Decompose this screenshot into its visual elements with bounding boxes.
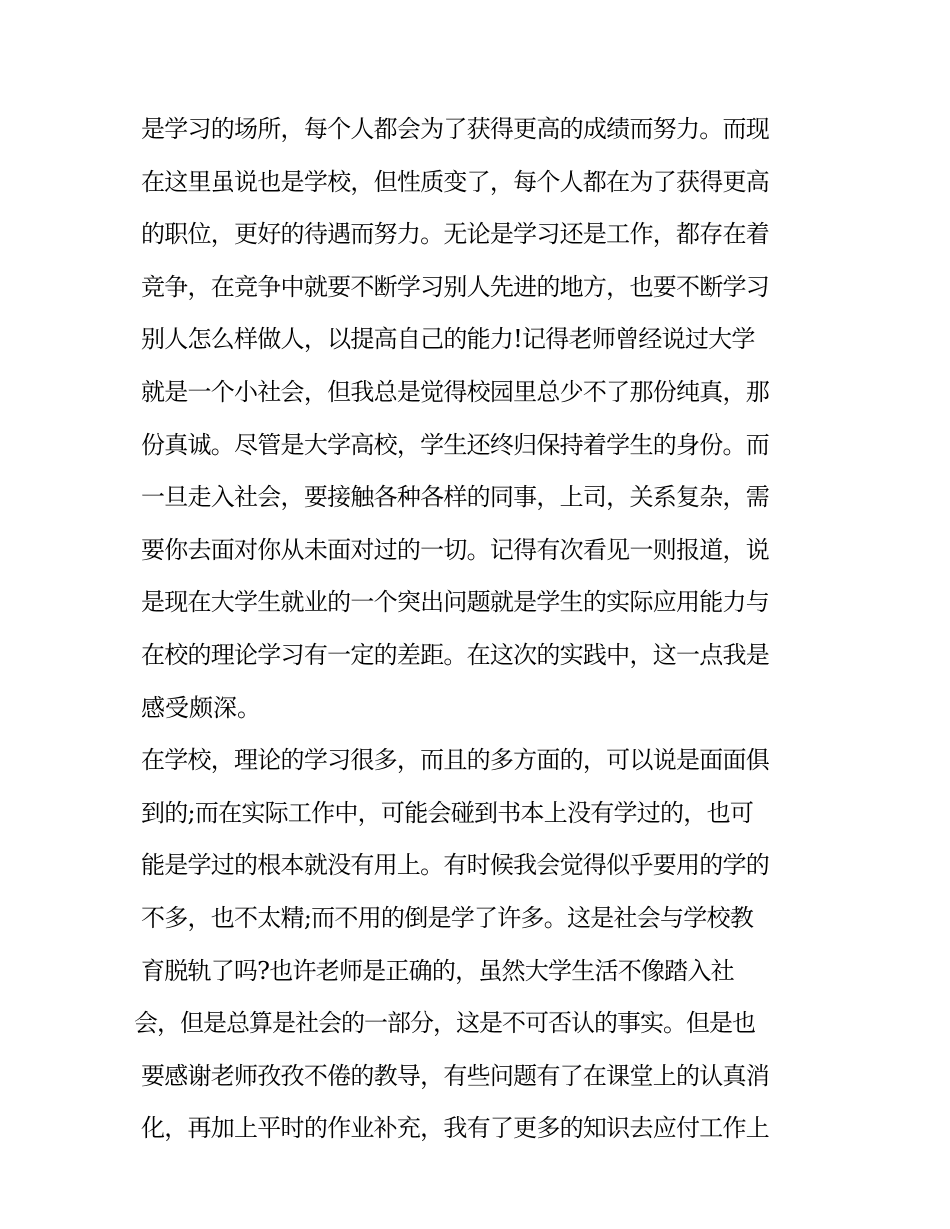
text-line: 在学校，理论的学习很多，而且的多方面的，可以说是面面俱 — [141, 746, 769, 775]
text-line: 竞争，在竞争中就要不断学习别人先进的地方，也要不断学习 — [141, 272, 769, 301]
text-line: 会，但是总算是社会的一部分，这是不可否认的事实。但是也 — [134, 1009, 755, 1038]
text-line: 一旦走入社会，要接触各种各样的同事，上司，关系复杂，需 — [141, 483, 769, 512]
text-line: 在校的理论学习有一定的差距。在这次的实践中，这一点我是 — [141, 640, 769, 669]
text-line: 别人怎么样做人，以提高自己的能力!记得老师曾经说过大学 — [141, 325, 755, 354]
text-line: 要你去面对你从未面对过的一切。记得有次看见一则报道，说 — [141, 535, 769, 564]
text-line: 不多，也不太精;而不用的倒是学了许多。这是社会与学校教 — [141, 903, 754, 932]
text-line: 就是一个小社会，但我总是觉得校园里总少不了那份纯真，那 — [141, 377, 769, 406]
text-line: 感受颇深。 — [141, 693, 261, 722]
text-line: 化，再加上平时的作业补充，我有了更多的知识去应付工作上 — [141, 1114, 769, 1143]
text-line: 育脱轨了吗?也许老师是正确的，虽然大学生活不像踏入社 — [141, 956, 734, 985]
paragraph-1 — [141, 103, 831, 734]
text-line: 能是学过的根本就没有用上。有时候我会觉得似乎要用的学的 — [141, 851, 769, 880]
text-line: 要感谢老师孜孜不倦的教导，有些问题有了在课堂上的认真消 — [141, 1061, 769, 1090]
document-body — [134, 103, 831, 1155]
text-line: 的职位，更好的待遇而努力。无论是学习还是工作，都存在着 — [141, 220, 769, 249]
text-line: 到的;而在实际工作中，可能会碰到书本上没有学过的，也可 — [141, 798, 754, 827]
text-line: 份真诚。尽管是大学高校，学生还终归保持着学生的身份。而 — [141, 430, 769, 459]
text-line: 在这里虽说也是学校，但性质变了，每个人都在为了获得更高 — [141, 167, 769, 196]
text-line: 是现在大学生就业的一个突出问题就是学生的实际应用能力与 — [141, 588, 769, 617]
paragraph-2 — [134, 734, 831, 1155]
text-line: 是学习的场所，每个人都会为了获得更高的成绩而努力。而现 — [141, 115, 769, 143]
